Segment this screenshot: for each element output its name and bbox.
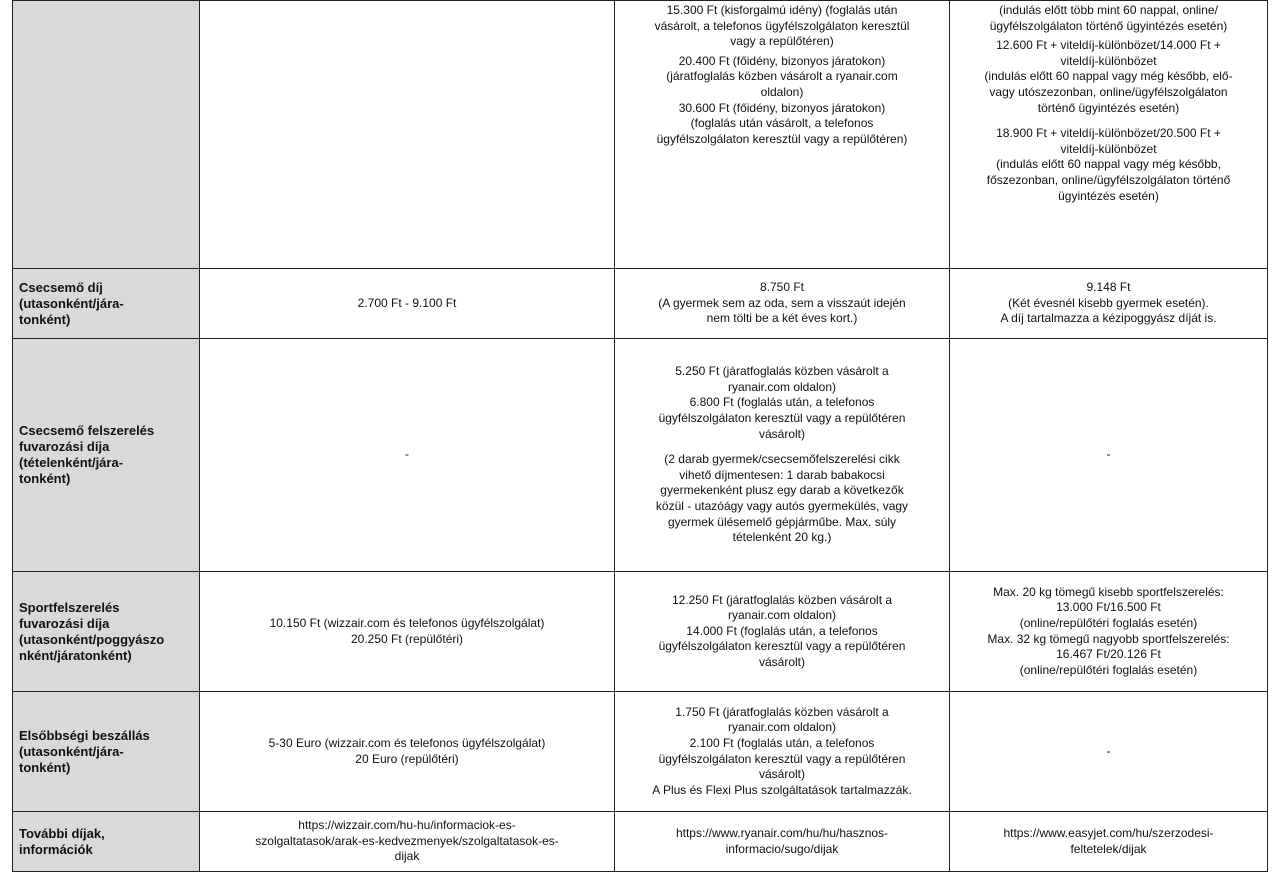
cell-text-line: főszezonban, online/ügyfélszolgálaton történő bbox=[986, 172, 1231, 187]
row-label-infant-fee bbox=[13, 269, 200, 339]
row-label-priority-boarding bbox=[13, 692, 200, 812]
cell-text-line: vásárolt) bbox=[758, 767, 805, 782]
cell-text-line: tonként) bbox=[19, 311, 71, 327]
cell-text-line: Csecsemő díj bbox=[19, 279, 103, 295]
cell-text-line: A Plus és Flexi Plus szolgáltatások tartalmazzák. bbox=[652, 782, 912, 797]
wizz-cell-infant-fee bbox=[200, 269, 615, 339]
cell-text-line: 13.000 Ft/16.500 Ft bbox=[1056, 600, 1161, 615]
cell-text-line: - bbox=[405, 447, 409, 462]
table-row-sport-equipment bbox=[13, 572, 1268, 692]
cell-text-line: (online/repülőtéri foglalás esetén) bbox=[1019, 662, 1198, 677]
cell-text-line: További díjak, bbox=[19, 825, 105, 841]
cell-text-line: - bbox=[1106, 447, 1111, 462]
cell-text-line: dijak bbox=[394, 849, 420, 864]
table-row-priority-boarding bbox=[13, 692, 1268, 812]
cell-text-line: (utasonként/jára- bbox=[19, 295, 124, 311]
ryanair-cell-sport-equipment bbox=[615, 572, 950, 692]
cell-text-line: 20.400 Ft (főidény, bizonyos járatokon) bbox=[678, 53, 886, 68]
row-label-empty bbox=[13, 1, 200, 269]
easyjet-link-more-info[interactable] bbox=[950, 812, 1268, 872]
cell-text-line: 5-30 Euro (wizzair.com és telefonos ügyfélszolgálat) bbox=[268, 735, 546, 750]
cell-text-line: nem tölti be a két éves kort.) bbox=[706, 311, 858, 326]
cell-text-line: információk bbox=[19, 841, 93, 857]
cell-text-line: https://www.easyjet.com/hu/szerzodesi- bbox=[1003, 825, 1214, 840]
cell-text-line: ügyfélszolgálaton keresztül vagy a repülőtéren bbox=[658, 639, 906, 654]
row-label-infant-equipment bbox=[13, 339, 200, 572]
cell-text-line: Elsőbbségi beszállás bbox=[19, 727, 150, 743]
wizz-cell-continuation bbox=[200, 1, 615, 269]
cell-text-line: (A gyermek sem az oda, sem a visszaút idején bbox=[658, 295, 906, 310]
easyjet-cell-infant-equipment bbox=[950, 339, 1268, 572]
cell-text-line: vagy utószezonban, online/ügyfélszolgálaton bbox=[989, 84, 1228, 99]
cell-text-line: (2 darab gyermek/csecsemőfelszerelési cikk bbox=[664, 452, 900, 467]
cell-text-line: szolgaltatasok/arak-es-kedvezmenyek/szolgaltatasok-es- bbox=[255, 833, 559, 848]
cell-text-line: Max. 32 kg tömegű nagyobb sportfelszerelés: bbox=[987, 631, 1230, 646]
cell-text-line: https://wizzair.com/hu-hu/informaciok-es- bbox=[298, 818, 516, 833]
cell-text-line: 10.150 Ft (wizzair.com és telefonos ügyfélszolgálat) bbox=[269, 615, 545, 630]
cell-text-line: (utasonként/poggyászo bbox=[19, 631, 165, 647]
cell-text-line: vásárolt, a telefonos ügyfélszolgálaton keresztül bbox=[654, 18, 910, 33]
cell-text-line: ügyfélszolgálaton történő ügyintézés esetén) bbox=[989, 18, 1228, 33]
wizz-cell-priority-boarding bbox=[200, 692, 615, 812]
cell-text-line: vásárolt) bbox=[758, 654, 805, 669]
cell-text-line: 9.148 Ft bbox=[1086, 280, 1131, 295]
cell-text-line: vásárolt) bbox=[758, 426, 805, 441]
cell-text-line: 12.600 Ft + viteldíj-különbözet/14.000 Ft + bbox=[996, 38, 1221, 53]
cell-text-line: 15.300 Ft (kisforgalmú idény) (foglalás után bbox=[666, 3, 898, 17]
cell-text-line: (indulás előtt 60 nappal vagy még később, elő- bbox=[984, 69, 1233, 84]
cell-text-line: ryanair.com oldalon) bbox=[727, 720, 837, 735]
easyjet-cell-continuation bbox=[950, 1, 1268, 269]
cell-text-line: 14.000 Ft (foglalás után, a telefonos bbox=[686, 623, 878, 638]
ryanair-cell-infant-fee bbox=[615, 269, 950, 339]
cell-text-line: (indulás előtt 60 nappal vagy még később, bbox=[996, 157, 1221, 172]
cell-text-line: gyermek ülésemelő gépjárműbe. Max. súly bbox=[667, 514, 897, 529]
cell-text-line: 18.900 Ft + viteldíj-különbözet/20.500 Ft + bbox=[996, 126, 1221, 141]
ryanair-cell-priority-boarding bbox=[615, 692, 950, 812]
cell-text-line: 5.250 Ft (járatfoglalás közben vásárolt a bbox=[675, 364, 889, 379]
cell-text-line: tonként) bbox=[19, 471, 71, 486]
cell-text-line: 2.700 Ft - 9.100 Ft bbox=[357, 295, 457, 310]
cell-text-line: informacio/sugo/dijak bbox=[725, 841, 839, 856]
cell-text-line: történő ügyintézés esetén) bbox=[1037, 100, 1180, 115]
cell-text-line: 1.750 Ft (járatfoglalás közben vásárolt a bbox=[675, 704, 889, 719]
cell-text-line: https://www.ryanair.com/hu/hu/hasznos- bbox=[675, 825, 889, 840]
cell-text-line: viteldíj-különbözet bbox=[1060, 53, 1157, 68]
table-row-infant-equipment bbox=[13, 339, 1268, 572]
easyjet-cell-priority-boarding bbox=[950, 692, 1268, 812]
cell-text-line: ryanair.com oldalon) bbox=[727, 608, 837, 623]
cell-text-line: ügyintézés esetén) bbox=[1058, 188, 1159, 203]
cell-text-line: oldalon) bbox=[760, 84, 804, 99]
cell-text-line: 20 Euro (repülőtéri) bbox=[355, 751, 459, 766]
cell-text-line: ügyfélszolgálaton keresztül vagy a repülőtéren bbox=[658, 751, 906, 766]
wizz-link-more-info[interactable] bbox=[200, 812, 615, 872]
cell-text-line: (tételenként/jára- bbox=[19, 455, 124, 470]
ryanair-link-more-info[interactable] bbox=[615, 812, 950, 872]
easyjet-cell-infant-fee bbox=[950, 269, 1268, 339]
ryanair-cell-infant-equipment bbox=[615, 339, 950, 572]
cell-text-line: 8.750 Ft bbox=[759, 280, 805, 295]
table-row-continuation bbox=[13, 1, 1268, 269]
cell-text-line: közül - utazóágy vagy autós gyermekülés, vagy bbox=[655, 498, 909, 513]
cell-text-line: fuvarozási díja bbox=[19, 439, 110, 454]
wizz-cell-infant-equipment bbox=[200, 339, 615, 572]
cell-text-line: (Két évesnél kisebb gyermek esetén). bbox=[1008, 295, 1209, 310]
easyjet-cell-sport-equipment bbox=[950, 572, 1268, 692]
ryanair-cell-continuation bbox=[615, 1, 950, 269]
cell-text-line: vihető díjmentesen: 1 darab babakocsi bbox=[679, 467, 885, 482]
cell-text-line: fuvarozási díja bbox=[19, 615, 110, 631]
cell-text-line: viteldíj-különbözet bbox=[1060, 141, 1157, 156]
cell-text-line: - bbox=[1106, 743, 1111, 758]
cell-text-line: tonként) bbox=[19, 759, 71, 775]
cell-text-line: 30.600 Ft (főidény, bizonyos járatokon) bbox=[678, 100, 886, 115]
cell-text-line: tételenként 20 kg.) bbox=[732, 530, 832, 545]
cell-text-line: Csecsemő felszerelés bbox=[19, 423, 155, 438]
cell-text-line: A díj tartalmazza a kézipoggyász díját is. bbox=[1000, 311, 1217, 326]
cell-text-line: ügyfélszolgálaton keresztül vagy a repülőtéren bbox=[658, 411, 906, 426]
cell-text-line: 2.100 Ft (foglalás után, a telefonos bbox=[689, 735, 875, 750]
cell-text-line: (indulás előtt több mint 60 nappal, online/ bbox=[999, 3, 1218, 17]
table-row-infant-fee bbox=[13, 269, 1268, 339]
cell-text-line: nként/járatonként) bbox=[19, 647, 132, 663]
table-row-more-info bbox=[13, 812, 1268, 872]
cell-text-line: gyermekenként plusz egy darab a következők bbox=[660, 483, 904, 498]
cell-text-line: 6.800 Ft (foglalás után, a telefonos bbox=[689, 395, 875, 410]
row-label-sport-equipment bbox=[13, 572, 200, 692]
cell-text-line: (járatfoglalás közben vásárolt a ryanair.com bbox=[666, 69, 898, 84]
cell-text-line: (utasonként/jára- bbox=[19, 743, 124, 759]
cell-text-line: ügyfélszolgálaton keresztül vagy a repülőtéren) bbox=[656, 131, 908, 146]
fee-comparison-table bbox=[12, 0, 1268, 872]
cell-text-line: Sportfelszerelés bbox=[19, 599, 120, 615]
cell-text-line: vagy a repülőtéren) bbox=[730, 34, 834, 49]
wizz-cell-sport-equipment bbox=[200, 572, 615, 692]
cell-text-line: feltetelek/dijak bbox=[1070, 841, 1147, 856]
cell-text-line: Max. 20 kg tömegű kisebb sportfelszerelés: bbox=[993, 584, 1224, 599]
cell-text-line: ryanair.com oldalon) bbox=[727, 379, 837, 394]
cell-text-line: 12.250 Ft (járatfoglalás közben vásárolt a bbox=[671, 592, 893, 607]
row-label-more-info bbox=[13, 812, 200, 872]
cell-text-line: (online/repülőtéri foglalás esetén) bbox=[1019, 615, 1198, 630]
cell-text-line: 16.467 Ft/20.126 Ft bbox=[1056, 647, 1161, 662]
cell-text-line: (foglalás után vásárolt, a telefonos bbox=[690, 116, 874, 131]
cell-text-line: 20.250 Ft (repülőtéri) bbox=[350, 631, 464, 646]
